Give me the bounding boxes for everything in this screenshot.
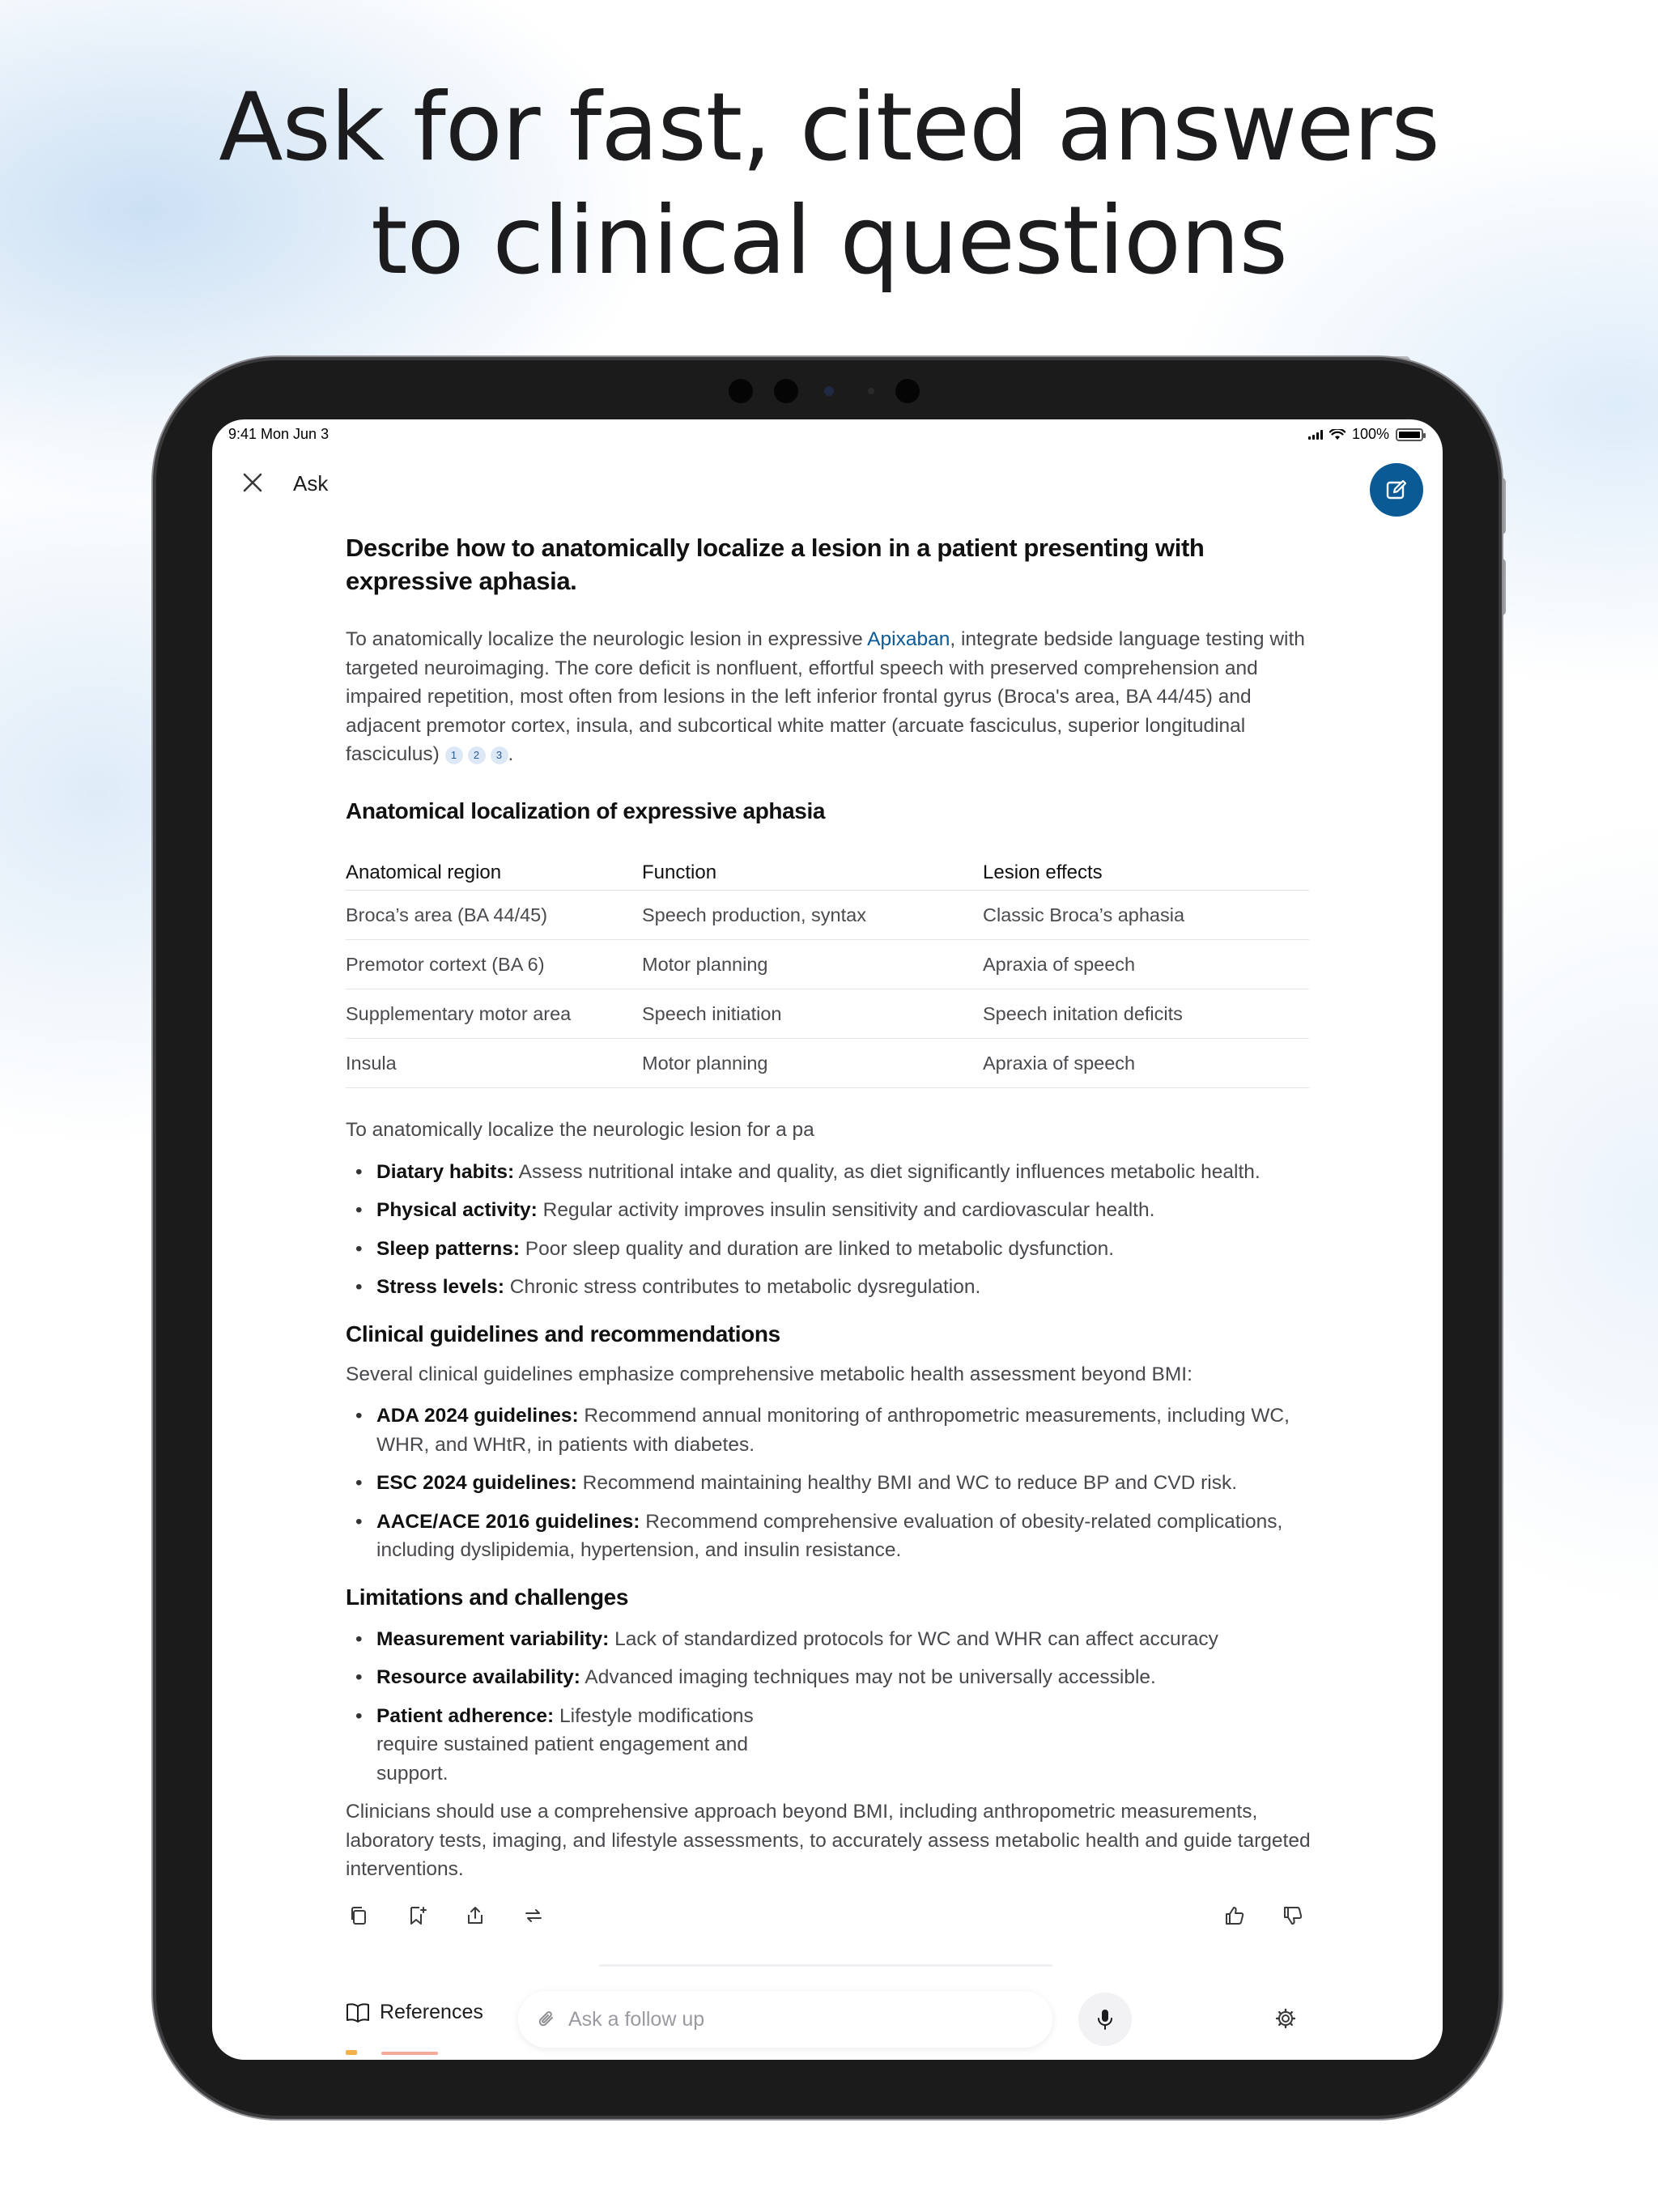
section-heading: Clinical guidelines and recommendations xyxy=(346,1321,780,1346)
lifestyle-list xyxy=(346,1158,1311,1302)
top-nav xyxy=(212,453,1443,515)
table-cell: Apraxia of speech xyxy=(983,1039,1309,1088)
status-indicators xyxy=(1308,426,1423,443)
list-item-text: Lack of standardized protocols for WC and WHR can affect accuracy xyxy=(609,1627,1218,1650)
references-button[interactable] xyxy=(346,2001,483,2024)
camera-sensor xyxy=(868,388,874,394)
answer-actions xyxy=(346,1901,1309,1933)
list-item-label: Patient adherence: xyxy=(376,1704,555,1727)
table-cell: Insula xyxy=(346,1039,642,1088)
table-cell: Speech initation deficits xyxy=(983,989,1309,1039)
list-item-label: Stress levels: xyxy=(376,1276,504,1298)
follow-up-input-container xyxy=(518,1991,1052,2048)
list-item xyxy=(346,1508,1311,1565)
list-item-label: AACE/ACE 2016 guidelines: xyxy=(376,1510,640,1533)
device-volume-down-button xyxy=(1498,559,1506,615)
list-item-text: Advanced imaging techniques may not be universally accessible. xyxy=(580,1666,1156,1688)
drug-link[interactable]: Apixaban xyxy=(867,628,950,650)
scroll-divider xyxy=(599,1964,1052,1967)
table-row xyxy=(346,891,1309,940)
bookmark-button[interactable] xyxy=(402,1901,432,1930)
partial-row-peek xyxy=(346,2047,443,2055)
guidelines-list xyxy=(346,1402,1311,1565)
list-item xyxy=(346,1273,1311,1302)
list-item xyxy=(346,1702,1311,1789)
copy-icon xyxy=(348,1905,369,1926)
section-heading: Limitations and challenges xyxy=(346,1584,629,1610)
answer-content xyxy=(346,515,1311,1884)
table-cell: Broca’s area (BA 44/45) xyxy=(346,891,642,940)
headline-line-2: to clinical questions xyxy=(371,186,1287,296)
question-heading: Describe how to anatomically localize a lesion in a patient presenting with expressive aphasia. xyxy=(346,534,1205,595)
close-icon xyxy=(242,472,263,493)
thumbs-down-icon xyxy=(1282,1904,1304,1927)
regenerate-icon xyxy=(523,1905,544,1926)
microphone-button[interactable] xyxy=(1078,1993,1132,2046)
list-item-text: Lifestyle modifications require sustained patient engagement and support. xyxy=(376,1704,754,1784)
references-label: References xyxy=(380,2001,483,2023)
copy-button[interactable] xyxy=(344,1901,373,1930)
close-button[interactable] xyxy=(236,466,269,499)
list-item-label: Resource availability: xyxy=(376,1666,580,1688)
tablet-screen xyxy=(212,419,1443,2060)
share-icon xyxy=(465,1905,486,1926)
citation-badge[interactable]: 3 xyxy=(491,747,508,764)
answer-paragraph: To anatomically localize the neurologic lesion for a pa xyxy=(346,1119,814,1141)
status-time: 9:41 Mon Jun 3 xyxy=(228,426,329,442)
list-item-text: Recommend maintaining healthy BMI and WC to reduce BP and CVD risk. xyxy=(576,1472,1238,1494)
column-header: Anatomical region xyxy=(346,849,642,891)
list-item-text: Assess nutritional intake and quality, as diet significantly influences metabolic health. xyxy=(514,1160,1261,1183)
list-item xyxy=(346,1402,1311,1459)
marketing-headline xyxy=(0,71,1658,298)
headline-line-1: Ask for fast, cited answers xyxy=(219,73,1439,182)
follow-up-input[interactable] xyxy=(568,2008,1022,2031)
gear-icon xyxy=(1275,2008,1296,2029)
list-item xyxy=(346,1625,1311,1654)
list-item xyxy=(346,1663,1311,1692)
list-item xyxy=(346,1158,1311,1187)
list-item-label: ADA 2024 guidelines: xyxy=(376,1405,579,1427)
table-cell: Motor planning xyxy=(642,1039,983,1088)
thumbs-down-button[interactable] xyxy=(1278,1901,1307,1930)
status-bar xyxy=(212,419,1443,452)
compose-icon xyxy=(1384,478,1409,502)
citation-badge[interactable]: 1 xyxy=(445,747,463,764)
device-volume-up-button xyxy=(1498,478,1506,534)
list-item xyxy=(346,1469,1311,1498)
list-item-label: Physical activity: xyxy=(376,1199,538,1221)
microphone-icon xyxy=(1095,2008,1115,2031)
list-item-text: Chronic stress contributes to metabolic dysregulation. xyxy=(504,1276,981,1298)
table-header-row xyxy=(346,849,1309,891)
page-title: Ask xyxy=(293,471,329,496)
table-cell: Supplementary motor area xyxy=(346,989,642,1039)
battery-percent: 100% xyxy=(1351,426,1389,442)
answer-paragraph: Several clinical guidelines emphasize comprehensive metabolic health assessment beyond BMI: xyxy=(346,1363,1192,1385)
table-cell: Speech production, syntax xyxy=(642,891,983,940)
regenerate-button[interactable] xyxy=(519,1901,548,1930)
answer-intro-text: To anatomically localize the neurologic lesion in expressive xyxy=(346,628,868,650)
list-item-body xyxy=(376,1702,765,1789)
new-chat-button[interactable] xyxy=(1370,463,1423,517)
answer-intro xyxy=(346,625,1311,769)
cellular-signal-icon xyxy=(1308,430,1323,440)
list-item xyxy=(346,1196,1311,1225)
camera-sensor xyxy=(824,386,834,396)
table-cell: Classic Broca’s aphasia xyxy=(983,891,1309,940)
camera-array xyxy=(729,379,923,403)
list-item-label: ESC 2024 guidelines: xyxy=(376,1472,577,1494)
table-heading: Anatomical localization of expressive aphasia xyxy=(346,798,825,823)
list-item xyxy=(346,1235,1311,1264)
bookmark-icon xyxy=(406,1905,427,1926)
table-cell: Apraxia of speech xyxy=(983,940,1309,989)
settings-button[interactable] xyxy=(1269,2002,1302,2035)
book-icon xyxy=(346,2002,370,2023)
list-item-text: Recommend annual monitoring of anthropometric measurements, including WC, WHR, and WHtR, in patients with diabetes. xyxy=(376,1405,1290,1456)
list-item-label: Sleep patterns: xyxy=(376,1237,520,1260)
camera-lens xyxy=(774,379,798,403)
table-cell: Premotor cortext (BA 6) xyxy=(346,940,642,989)
camera-lens xyxy=(895,379,920,403)
share-button[interactable] xyxy=(461,1901,490,1930)
table-row xyxy=(346,1039,1309,1088)
column-header: Lesion effects xyxy=(983,849,1309,891)
list-item-text: Regular activity improves insulin sensitivity and cardiovascular health. xyxy=(537,1199,1155,1221)
wifi-icon xyxy=(1329,429,1346,440)
camera-lens xyxy=(729,379,753,403)
localization-table xyxy=(346,849,1309,1089)
answer-intro-text: , integrate bedside language testing with targeted neuroimaging. The core deficit is nonfluent, effortful speech with preserved comprehension and impaired repetition, most often from lesions in the left inferior frontal gyrus (Broca's area, BA 44/45) and adjacent premotor cortex, insula, and subcortical white matter (arcuate fasciculus, superior longitudinal fasciculus) xyxy=(346,628,1305,765)
table-row xyxy=(346,940,1309,989)
list-item-label: Measurement variability: xyxy=(376,1627,610,1650)
battery-icon xyxy=(1396,428,1423,441)
table-cell: Speech initiation xyxy=(642,989,983,1039)
table-row xyxy=(346,989,1309,1039)
list-item-text: Recommend comprehensive evaluation of obesity-related complications, including dyslipidemia, hypertension, and insulin resistance. xyxy=(376,1510,1283,1561)
table-cell: Motor planning xyxy=(642,940,983,989)
column-header: Function xyxy=(642,849,983,891)
thumbs-up-button[interactable] xyxy=(1220,1901,1249,1930)
answer-intro-text: . xyxy=(508,743,514,765)
answer-conclusion: Clinicians should use a comprehensive approach beyond BMI, including anthropometric measurements, laboratory tests, imaging, and lifestyle assessments, to accurately assess metabolic health and guide targeted interventions. xyxy=(346,1801,1311,1880)
paperclip-icon[interactable] xyxy=(536,2009,557,2030)
limitations-list xyxy=(346,1625,1311,1789)
list-item-label: Diatary habits: xyxy=(376,1160,515,1183)
citation-badge[interactable]: 2 xyxy=(468,747,486,764)
list-item-text: Poor sleep quality and duration are linked to metabolic dysfunction. xyxy=(520,1237,1115,1260)
thumbs-up-icon xyxy=(1223,1904,1246,1927)
bottom-bar xyxy=(212,1978,1443,2051)
